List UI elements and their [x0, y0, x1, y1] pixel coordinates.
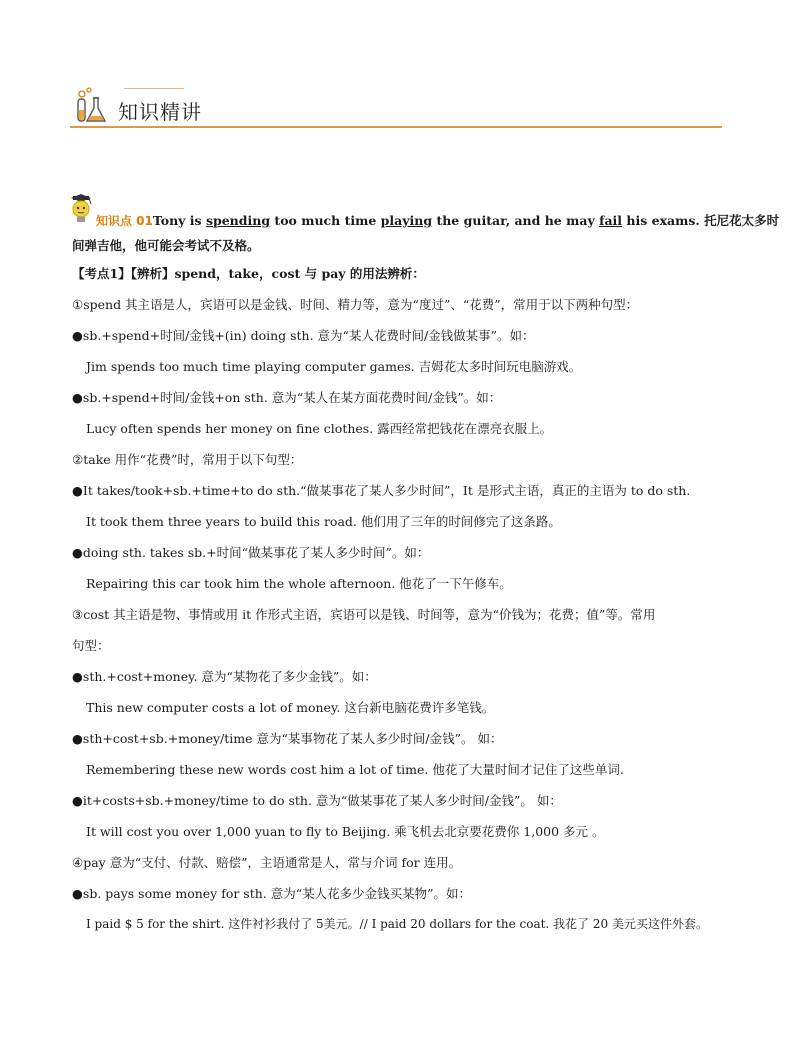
example-line: It took them three years to build this road. 他们用了三年的时间修完了这条路。 [86, 514, 561, 529]
example-line: I paid $ 5 for the shirt. 这件衬衫我付了 5美元。// I paid 20 dollars for the coat. 我花了 20 美元买这件外套。 [86, 917, 708, 931]
topic-heading: 【考点1】【辨析】spend，take，cost 与 pay 的用法辨析： [72, 266, 425, 281]
example-translation: 间弹吉他，他可能会考试不及格。 [72, 238, 260, 253]
number-marker: ② [72, 452, 84, 467]
pattern-line: ●sth.+cost+money. 意为“某物花了多少金钱”。如： [72, 669, 377, 684]
example-line: Lucy often spends her money on fine clothes. 露西经常把钱花在漂亮衣服上。 [86, 421, 553, 436]
lab-flask-icon [72, 86, 112, 126]
lightbulb-mascot-icon [68, 194, 96, 226]
item-pay [72, 847, 724, 878]
number-marker: ③ [72, 607, 84, 622]
item-cost-continued: 句型： [72, 638, 110, 653]
number-marker: ① [72, 297, 84, 312]
item-text: pay 意为“支付、付款、赔偿”，主语通常是人，常与介词 for 连用。 [83, 855, 462, 870]
item-spend [72, 289, 724, 320]
underlined-word: fail [599, 213, 623, 228]
example-text: Tony is [152, 213, 206, 228]
example-line: Repairing this car took him the whole afternoon. 他花了一下午修车。 [86, 576, 512, 591]
example-text: his exams. 托尼花太多时 [622, 213, 780, 228]
example-line: It will cost you over 1,000 yuan to fly to Beijing. 乘飞机去北京要花费你 1,000 多元 。 [86, 824, 605, 839]
item-cost [72, 599, 724, 630]
header-accent-line [124, 88, 184, 89]
example-line: Jim spends too much time playing computer games. 吉姆花太多时间玩电脑游戏。 [86, 359, 582, 374]
section-header [70, 86, 722, 130]
pattern-line: ●sb. pays some money for sth. 意为“某人花多少金钱买某物”。如： [72, 886, 472, 901]
pattern-line: ●it+costs+sb.+money/time to do sth. 意为“做某事花了某人多少时间/金钱”。 如： [72, 793, 562, 808]
knowledge-point-label: 知识点 01 [96, 214, 153, 228]
example-text: the guitar, and he may [432, 213, 600, 228]
example-text: too much time [270, 213, 381, 228]
pattern-line: ●sb.+spend+时间/金钱+on sth. 意为“某人在某方面花费时间/金钱”。如： [72, 390, 502, 405]
item-text: cost 其主语是物、事情或用 it 作形式主语，宾语可以是钱、时间等，意为“价钱为；花费；值”等。常用 [83, 607, 656, 622]
underlined-word: spending [205, 213, 271, 228]
header-rule [70, 126, 722, 128]
example-line: This new computer costs a lot of money. 这台新电脑花费许多笔钱。 [86, 700, 495, 715]
pattern-line: ●sth+cost+sb.+money/time 意为“某事物花了某人多少时间/金钱”。 如： [72, 731, 503, 746]
example-line: Remembering these new words cost him a lot of time. 他花了大量时间才记住了这些单词. [86, 762, 624, 777]
item-text: spend 其主语是人，宾语可以是金钱、时间、精力等，意为“度过”、“花费”，常用于以下两种句型： [83, 297, 639, 312]
item-text: take 用作“花费”时，常用于以下句型： [83, 452, 303, 467]
pattern-line: ●doing sth. takes sb.+时间“做某事花了某人多少时间”。如： [72, 545, 430, 560]
section-title: 知识精讲 [118, 100, 202, 124]
pattern-line: ●sb.+spend+时间/金钱+(in) doing sth. 意为“某人花费时间/金钱做某事”。如： [72, 328, 535, 343]
knowledge-point-example [72, 208, 780, 233]
underlined-word: playing [380, 213, 433, 228]
number-marker: ④ [72, 855, 84, 870]
lesson-content [72, 208, 780, 940]
pattern-line: ●It takes/took+sb.+time+to do sth.“做某事花了某人多少时间”，It 是形式主语，真正的主语为 to do sth. [72, 483, 691, 498]
item-take [72, 444, 724, 475]
